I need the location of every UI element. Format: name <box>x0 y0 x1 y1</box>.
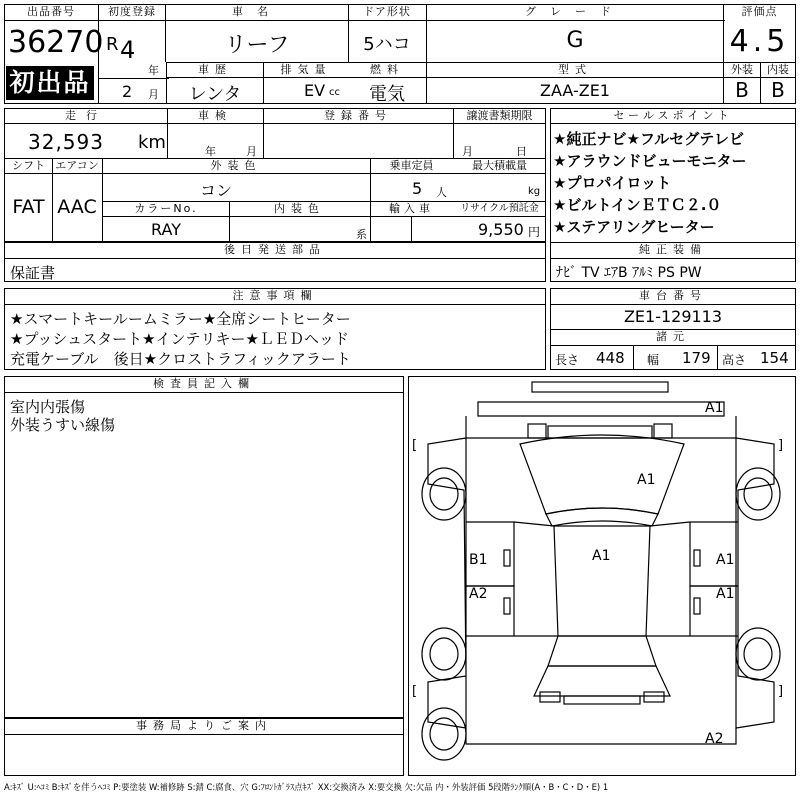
notes-header: 注意事項欄 <box>5 289 545 303</box>
name-header: 車名 <box>166 5 348 19</box>
aircon-header: エアコン <box>53 159 101 173</box>
office-header: 事務局よりご案内 <box>5 719 403 733</box>
spec-section <box>4 108 546 242</box>
dims-wid-label: 幅 <box>647 353 660 367</box>
recycle-value: 9,550 <box>478 220 524 239</box>
mark-right-rear-door: A1 <box>716 586 735 602</box>
lot-header: 出品番号 <box>5 5 97 19</box>
capacity-value: 5 <box>412 179 423 198</box>
mark-rear-bottom: A2 <box>705 731 724 747</box>
later-header: 後日発送部品 <box>5 243 545 257</box>
reg-year: 4 <box>120 36 136 64</box>
history-value: レンタ <box>188 84 242 105</box>
mark-top-right: A1 <box>705 400 724 416</box>
fuel-header: 燃料 <box>349 63 425 77</box>
dims-hei-label: 高さ <box>722 353 747 367</box>
dims-header: 諸元 <box>551 330 795 344</box>
capacity-unit: 人 <box>436 186 447 199</box>
door-header: ドア形状 <box>349 5 425 19</box>
recycle-header: リサイクル預託金 <box>454 202 545 216</box>
ext-color-header: 外装色 <box>103 159 369 173</box>
grade-header: グレード <box>427 5 723 19</box>
equip-value: ﾅﾋﾞ TV ｴｱB ｱﾙﾐ PS PW <box>556 265 702 281</box>
reg-month: 2 <box>122 82 133 101</box>
mark-left-rear-door: A2 <box>469 586 488 602</box>
displacement-value: EV <box>304 81 326 100</box>
shift-value: FAT <box>12 196 45 218</box>
inspection-month-unit: 月 <box>246 145 257 158</box>
model-value: ZAA-ZE1 <box>540 81 610 100</box>
mileage-value: 32,593 <box>28 130 104 154</box>
capacity-header: 乗車定員 <box>371 159 452 173</box>
sales-item: ★アラウンドビューモニター <box>553 152 747 170</box>
car-name: リーフ <box>224 33 290 58</box>
legend: A:ｷｽﾞ U:ﾍｺﾐ B:ｷｽﾞを伴うﾍｺﾐ P:要塗装 W:補修跡 S:錆 C:腐食、穴 G:ﾌﾛﾝﾄｶﾞﾗｽ点ｷｽﾞ XX:交換済み X:要交換 欠:欠品 内・外装評価 5段階ﾗﾝｸ順(A・B・C・D・E) 1 <box>4 782 609 792</box>
model-header: 型式 <box>427 63 723 77</box>
dims-wid: 179 <box>682 349 711 367</box>
reg-header: 初度登録 <box>100 5 164 19</box>
inspector-header: 検査員記入欄 <box>5 377 403 391</box>
notes-line: ★プッシュスタート★インテリキー★ＬＥＤヘッド <box>10 330 349 348</box>
mark-roof: A1 <box>592 548 611 564</box>
sales-item: ★純正ナビ★フルセグテレビ <box>553 130 744 148</box>
inspection-header: 車検 <box>168 109 262 123</box>
bracket-right-bottom: ] <box>778 684 784 699</box>
import-header: 輸入車 <box>371 202 452 216</box>
mileage-header: 走行 <box>5 109 167 123</box>
inspection-year-unit: 年 <box>205 145 216 158</box>
shift-header: シフト <box>5 159 52 173</box>
lot-number: 36270 <box>8 25 104 60</box>
score-int-label: 内装 <box>761 63 795 77</box>
dims-len: 448 <box>596 349 625 367</box>
sales-header: セールスポイント <box>551 109 795 123</box>
load-unit: kg <box>528 186 541 197</box>
mileage-unit: km <box>138 132 166 153</box>
dims-len-label: 長さ <box>555 353 580 367</box>
aircon-value: AAC <box>57 196 97 218</box>
door-type: 5ハコ <box>363 34 411 55</box>
reg-year-unit: 年 <box>148 64 159 77</box>
chassis-header: 車台番号 <box>551 289 795 303</box>
score-int-value: B <box>771 78 785 102</box>
dims-hei: 154 <box>760 349 789 367</box>
bracket-right-top: ] <box>778 438 784 453</box>
recycle-unit: 円 <box>528 225 541 239</box>
sales-item: ★プロパイロット <box>553 174 672 192</box>
ext-color-value: コン <box>199 181 232 200</box>
equip-header: 純正装備 <box>551 243 795 257</box>
chassis-value: ZE1-129113 <box>623 307 723 326</box>
load-header: 最大積載量 <box>454 159 545 173</box>
first-listing-badge: 初出品 <box>6 66 94 100</box>
score-ext-label: 外装 <box>724 63 760 77</box>
int-color-unit: 系 <box>356 228 367 241</box>
bracket-left-bottom: [ <box>412 684 418 699</box>
grade-value: G <box>566 28 584 53</box>
notes-line: ★スマートキールームミラー★全席シートヒーター <box>10 310 351 328</box>
transfer-month-unit: 月 <box>462 145 473 158</box>
sales-item: ★ビルトインＥＴＣ２.０ <box>553 196 722 214</box>
plate-header: 登録番号 <box>264 109 452 123</box>
mark-hood: A1 <box>637 472 656 488</box>
later-value: 保証書 <box>10 264 56 282</box>
displacement-header: 排気量 <box>264 63 348 77</box>
mark-left-front-door: B1 <box>469 552 488 568</box>
notes-line: 充電ケーブル 後日★クロストラフィックアラート <box>10 350 351 368</box>
displacement-unit: cc <box>329 87 340 98</box>
transfer-header: 譲渡書類期限 <box>454 109 545 123</box>
history-header: 車歴 <box>167 63 263 77</box>
bracket-left-top: [ <box>412 438 418 453</box>
fuel-value: 電気 <box>369 84 405 105</box>
transfer-day-unit: 日 <box>516 145 527 158</box>
sales-item: ★ステアリングヒーター <box>553 218 715 236</box>
inspector-line: 外装うすい線傷 <box>10 416 116 434</box>
int-color-header: 内装色 <box>230 202 369 216</box>
inspector-line: 室内内張傷 <box>10 398 86 416</box>
mark-right-front-door: A1 <box>716 552 735 568</box>
color-no-header: カラーNo. <box>103 202 229 216</box>
car-diagram <box>408 376 796 776</box>
reg-era: R <box>106 34 119 55</box>
score-header: 評価点 <box>724 5 795 19</box>
reg-month-unit: 月 <box>148 88 159 101</box>
score-ext-value: B <box>735 78 749 102</box>
score-value: 4.5 <box>729 24 790 59</box>
color-no-value: RAY <box>151 220 181 239</box>
